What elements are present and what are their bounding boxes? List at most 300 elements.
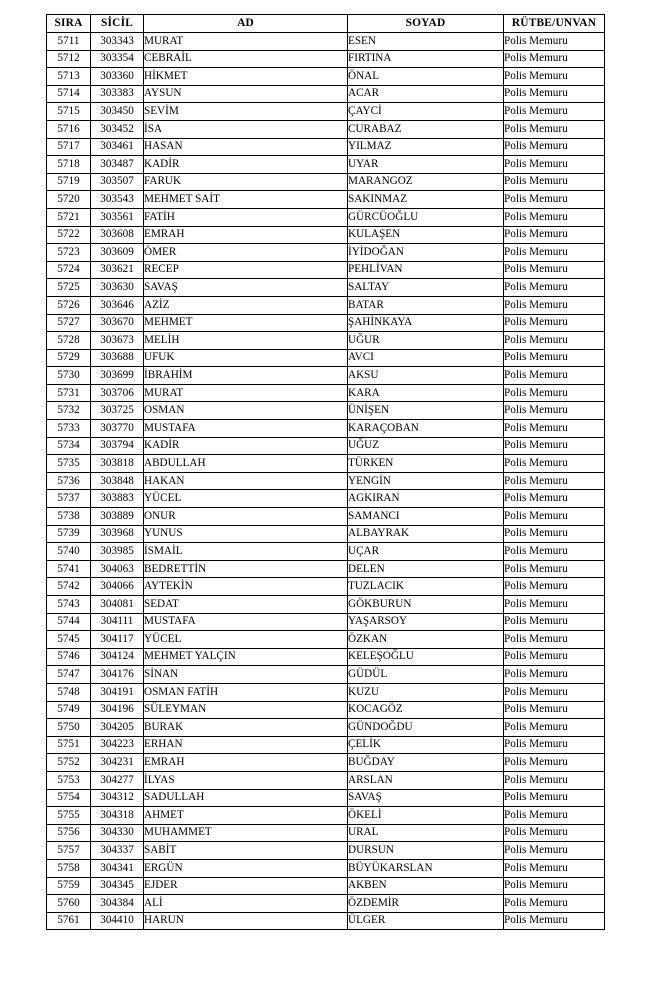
cell-sicil: 304191 (91, 683, 144, 701)
cell-soyad: TUZLACIK (348, 578, 504, 596)
cell-rutbe: Polis Memuru (504, 402, 605, 420)
cell-soyad: ŞAHİNKAYA (348, 314, 504, 332)
cell-ad: YÜCEL (144, 490, 348, 508)
cell-soyad: AKSU (348, 367, 504, 385)
cell-sira: 5719 (47, 173, 91, 191)
cell-rutbe: Polis Memuru (504, 631, 605, 649)
cell-ad: MEHMET YALÇIN (144, 648, 348, 666)
cell-rutbe: Polis Memuru (504, 560, 605, 578)
cell-sicil: 303699 (91, 367, 144, 385)
cell-ad: CEBRAİL (144, 50, 348, 68)
cell-sicil: 304410 (91, 912, 144, 930)
cell-rutbe: Polis Memuru (504, 367, 605, 385)
cell-ad: SAVAŞ (144, 279, 348, 297)
cell-sira: 5747 (47, 666, 91, 684)
column-header-ad: AD (144, 15, 348, 33)
cell-rutbe: Polis Memuru (504, 437, 605, 455)
cell-ad: HARUN (144, 912, 348, 930)
cell-sira: 5749 (47, 701, 91, 719)
table-row (47, 244, 605, 262)
cell-soyad: UĞUZ (348, 437, 504, 455)
cell-ad: OSMAN (144, 402, 348, 420)
cell-rutbe: Polis Memuru (504, 648, 605, 666)
cell-soyad: AGKIRAN (348, 490, 504, 508)
cell-rutbe: Polis Memuru (504, 455, 605, 473)
cell-sicil: 303985 (91, 543, 144, 561)
cell-ad: BEDRETTİN (144, 560, 348, 578)
cell-sicil: 304223 (91, 736, 144, 754)
cell-rutbe: Polis Memuru (504, 50, 605, 68)
cell-sicil: 303507 (91, 173, 144, 191)
cell-rutbe: Polis Memuru (504, 596, 605, 614)
cell-soyad: DELEN (348, 560, 504, 578)
cell-sira: 5720 (47, 191, 91, 209)
cell-sicil: 303383 (91, 85, 144, 103)
cell-sira: 5740 (47, 543, 91, 561)
cell-rutbe: Polis Memuru (504, 490, 605, 508)
cell-sira: 5752 (47, 754, 91, 772)
cell-sicil: 304111 (91, 613, 144, 631)
cell-soyad: TÜRKEN (348, 455, 504, 473)
cell-ad: HİKMET (144, 68, 348, 86)
cell-ad: MURAT (144, 384, 348, 402)
cell-ad: AZİZ (144, 296, 348, 314)
cell-rutbe: Polis Memuru (504, 771, 605, 789)
cell-soyad: BATAR (348, 296, 504, 314)
cell-ad: EMRAH (144, 226, 348, 244)
cell-sira: 5744 (47, 613, 91, 631)
table-row (47, 68, 605, 86)
cell-sira: 5748 (47, 683, 91, 701)
cell-rutbe: Polis Memuru (504, 859, 605, 877)
cell-sicil: 303630 (91, 279, 144, 297)
cell-sira: 5745 (47, 631, 91, 649)
cell-rutbe: Polis Memuru (504, 208, 605, 226)
table-row (47, 261, 605, 279)
table-row (47, 789, 605, 807)
cell-ad: AHMET (144, 807, 348, 825)
cell-sicil: 303561 (91, 208, 144, 226)
cell-sira: 5725 (47, 279, 91, 297)
cell-soyad: GÜDÜL (348, 666, 504, 684)
cell-rutbe: Polis Memuru (504, 244, 605, 262)
cell-sira: 5711 (47, 33, 91, 51)
cell-soyad: GÖKBURUN (348, 596, 504, 614)
cell-soyad: YENGİN (348, 472, 504, 490)
cell-soyad: GÜNDOĞDU (348, 719, 504, 737)
cell-soyad: UĞUR (348, 332, 504, 350)
cell-soyad: ALBAYRAK (348, 525, 504, 543)
column-header-soyad: SOYAD (348, 15, 504, 33)
cell-rutbe: Polis Memuru (504, 384, 605, 402)
cell-sira: 5751 (47, 736, 91, 754)
table-row (47, 508, 605, 526)
cell-ad: AYSUN (144, 85, 348, 103)
cell-ad: İLYAS (144, 771, 348, 789)
table-row (47, 349, 605, 367)
cell-sicil: 303688 (91, 349, 144, 367)
cell-sira: 5756 (47, 824, 91, 842)
cell-soyad: ARSLAN (348, 771, 504, 789)
cell-sicil: 303646 (91, 296, 144, 314)
cell-rutbe: Polis Memuru (504, 314, 605, 332)
cell-soyad: ÇAYCİ (348, 103, 504, 121)
cell-ad: SEVİM (144, 103, 348, 121)
cell-sira: 5728 (47, 332, 91, 350)
cell-sira: 5727 (47, 314, 91, 332)
table-row (47, 807, 605, 825)
table-row (47, 50, 605, 68)
cell-soyad: FIRTINA (348, 50, 504, 68)
cell-ad: YUNUS (144, 525, 348, 543)
cell-soyad: ÜNİŞEN (348, 402, 504, 420)
cell-rutbe: Polis Memuru (504, 613, 605, 631)
cell-ad: YÜCEL (144, 631, 348, 649)
cell-rutbe: Polis Memuru (504, 120, 605, 138)
cell-soyad: ACAR (348, 85, 504, 103)
cell-soyad: SAMANCI (348, 508, 504, 526)
cell-rutbe: Polis Memuru (504, 754, 605, 772)
table-row (47, 208, 605, 226)
cell-sicil: 304384 (91, 895, 144, 913)
table-row (47, 191, 605, 209)
table-body (47, 33, 605, 930)
cell-rutbe: Polis Memuru (504, 701, 605, 719)
cell-ad: MELİH (144, 332, 348, 350)
cell-sicil: 304063 (91, 560, 144, 578)
cell-soyad: CURABAZ (348, 120, 504, 138)
cell-sicil: 304345 (91, 877, 144, 895)
cell-ad: OSMAN FATİH (144, 683, 348, 701)
cell-sira: 5743 (47, 596, 91, 614)
cell-sicil: 303543 (91, 191, 144, 209)
table-row (47, 560, 605, 578)
cell-soyad: GÜRCÜOĞLU (348, 208, 504, 226)
cell-ad: SİNAN (144, 666, 348, 684)
table-row (47, 578, 605, 596)
cell-sicil: 304312 (91, 789, 144, 807)
table-row (47, 103, 605, 121)
cell-sira: 5757 (47, 842, 91, 860)
cell-soyad: MARANGOZ (348, 173, 504, 191)
cell-sicil: 304337 (91, 842, 144, 860)
cell-ad: İSMAİL (144, 543, 348, 561)
cell-sicil: 303725 (91, 402, 144, 420)
cell-sira: 5754 (47, 789, 91, 807)
cell-sira: 5759 (47, 877, 91, 895)
cell-ad: ERHAN (144, 736, 348, 754)
cell-ad: MEHMET (144, 314, 348, 332)
cell-ad: RECEP (144, 261, 348, 279)
cell-sira: 5738 (47, 508, 91, 526)
cell-soyad: YILMAZ (348, 138, 504, 156)
cell-rutbe: Polis Memuru (504, 824, 605, 842)
cell-rutbe: Polis Memuru (504, 895, 605, 913)
cell-sira: 5750 (47, 719, 91, 737)
cell-sicil: 303461 (91, 138, 144, 156)
cell-soyad: UÇAR (348, 543, 504, 561)
table-row (47, 754, 605, 772)
cell-sicil: 304124 (91, 648, 144, 666)
cell-soyad: SALTAY (348, 279, 504, 297)
cell-ad: MURAT (144, 33, 348, 51)
column-header-sira: SIRA (47, 15, 91, 33)
cell-sira: 5760 (47, 895, 91, 913)
table-row (47, 472, 605, 490)
cell-rutbe: Polis Memuru (504, 789, 605, 807)
cell-ad: ALİ (144, 895, 348, 913)
table-row (47, 771, 605, 789)
cell-sira: 5732 (47, 402, 91, 420)
cell-rutbe: Polis Memuru (504, 912, 605, 930)
cell-sicil: 303706 (91, 384, 144, 402)
cell-soyad: ÜLGER (348, 912, 504, 930)
cell-rutbe: Polis Memuru (504, 472, 605, 490)
table-row (47, 736, 605, 754)
cell-ad: MUSTAFA (144, 420, 348, 438)
cell-sicil: 303608 (91, 226, 144, 244)
cell-sicil: 303343 (91, 33, 144, 51)
cell-sicil: 304277 (91, 771, 144, 789)
table-row (47, 895, 605, 913)
table-row (47, 156, 605, 174)
cell-sira: 5714 (47, 85, 91, 103)
table-row (47, 859, 605, 877)
cell-sira: 5737 (47, 490, 91, 508)
cell-soyad: BUĞDAY (348, 754, 504, 772)
cell-rutbe: Polis Memuru (504, 525, 605, 543)
table-row (47, 455, 605, 473)
cell-soyad: AVCI (348, 349, 504, 367)
cell-ad: HASAN (144, 138, 348, 156)
cell-rutbe: Polis Memuru (504, 103, 605, 121)
cell-ad: UFUK (144, 349, 348, 367)
cell-sicil: 303968 (91, 525, 144, 543)
table-row (47, 226, 605, 244)
cell-sira: 5753 (47, 771, 91, 789)
cell-ad: İSA (144, 120, 348, 138)
cell-sira: 5755 (47, 807, 91, 825)
cell-sira: 5723 (47, 244, 91, 262)
cell-ad: ABDULLAH (144, 455, 348, 473)
cell-rutbe: Polis Memuru (504, 683, 605, 701)
cell-rutbe: Polis Memuru (504, 191, 605, 209)
cell-rutbe: Polis Memuru (504, 349, 605, 367)
cell-soyad: DURSUN (348, 842, 504, 860)
cell-soyad: KOCAGÖZ (348, 701, 504, 719)
cell-ad: SADULLAH (144, 789, 348, 807)
cell-rutbe: Polis Memuru (504, 842, 605, 860)
cell-rutbe: Polis Memuru (504, 68, 605, 86)
cell-ad: AYTEKİN (144, 578, 348, 596)
cell-soyad: ÖZKAN (348, 631, 504, 649)
cell-rutbe: Polis Memuru (504, 420, 605, 438)
cell-sira: 5713 (47, 68, 91, 86)
cell-rutbe: Polis Memuru (504, 296, 605, 314)
cell-sicil: 304066 (91, 578, 144, 596)
table-row (47, 85, 605, 103)
cell-ad: SABİT (144, 842, 348, 860)
table-row (47, 314, 605, 332)
cell-soyad: AKBEN (348, 877, 504, 895)
cell-soyad: İYİDOĞAN (348, 244, 504, 262)
cell-rutbe: Polis Memuru (504, 261, 605, 279)
personnel-roster-table (46, 14, 605, 930)
cell-soyad: ÖZDEMİR (348, 895, 504, 913)
cell-ad: EMRAH (144, 754, 348, 772)
cell-ad: KADİR (144, 437, 348, 455)
table-row (47, 437, 605, 455)
cell-sira: 5758 (47, 859, 91, 877)
table-row (47, 596, 605, 614)
cell-soyad: ÖNAL (348, 68, 504, 86)
table-row (47, 824, 605, 842)
cell-soyad: ÖKELİ (348, 807, 504, 825)
cell-sicil: 303889 (91, 508, 144, 526)
cell-sicil: 304318 (91, 807, 144, 825)
cell-sicil: 303621 (91, 261, 144, 279)
cell-soyad: SAKINMAZ (348, 191, 504, 209)
cell-rutbe: Polis Memuru (504, 85, 605, 103)
cell-sicil: 303360 (91, 68, 144, 86)
cell-sira: 5729 (47, 349, 91, 367)
table-row (47, 719, 605, 737)
table-header (47, 15, 605, 33)
table-row (47, 877, 605, 895)
cell-soyad: UYAR (348, 156, 504, 174)
cell-ad: MUHAMMET (144, 824, 348, 842)
table-row (47, 543, 605, 561)
cell-sira: 5721 (47, 208, 91, 226)
cell-sicil: 303670 (91, 314, 144, 332)
cell-rutbe: Polis Memuru (504, 578, 605, 596)
cell-sira: 5722 (47, 226, 91, 244)
cell-soyad: ESEN (348, 33, 504, 51)
cell-sira: 5717 (47, 138, 91, 156)
cell-ad: FARUK (144, 173, 348, 191)
table-row (47, 33, 605, 51)
cell-ad: ERGÜN (144, 859, 348, 877)
table-row (47, 648, 605, 666)
table-row (47, 490, 605, 508)
cell-soyad: BÜYÜKARSLAN (348, 859, 504, 877)
table-row (47, 120, 605, 138)
table-row (47, 384, 605, 402)
cell-sira: 5734 (47, 437, 91, 455)
cell-rutbe: Polis Memuru (504, 173, 605, 191)
cell-ad: HAKAN (144, 472, 348, 490)
cell-rutbe: Polis Memuru (504, 666, 605, 684)
cell-sicil: 303354 (91, 50, 144, 68)
cell-rutbe: Polis Memuru (504, 156, 605, 174)
cell-ad: ÖMER (144, 244, 348, 262)
table-row (47, 666, 605, 684)
cell-ad: MEHMET SAİT (144, 191, 348, 209)
cell-sicil: 304081 (91, 596, 144, 614)
table-row (47, 525, 605, 543)
table-row (47, 296, 605, 314)
cell-sira: 5731 (47, 384, 91, 402)
table-row (47, 842, 605, 860)
table-row (47, 701, 605, 719)
column-header-sicil: SİCİL (91, 15, 144, 33)
cell-soyad: KELEŞOĞLU (348, 648, 504, 666)
cell-sira: 5742 (47, 578, 91, 596)
cell-sira: 5726 (47, 296, 91, 314)
cell-sira: 5716 (47, 120, 91, 138)
cell-sira: 5712 (47, 50, 91, 68)
cell-soyad: URAL (348, 824, 504, 842)
table-row (47, 279, 605, 297)
cell-ad: FATİH (144, 208, 348, 226)
table-row (47, 138, 605, 156)
cell-sira: 5761 (47, 912, 91, 930)
cell-rutbe: Polis Memuru (504, 543, 605, 561)
cell-sicil: 304117 (91, 631, 144, 649)
table-row (47, 402, 605, 420)
table-row (47, 420, 605, 438)
cell-soyad: KARA (348, 384, 504, 402)
cell-soyad: ÇELİK (348, 736, 504, 754)
cell-soyad: PEHLİVAN (348, 261, 504, 279)
column-header-rutbe: RÜTBE/UNVAN (504, 15, 605, 33)
table-row (47, 613, 605, 631)
cell-rutbe: Polis Memuru (504, 226, 605, 244)
cell-sicil: 303673 (91, 332, 144, 350)
cell-ad: BURAK (144, 719, 348, 737)
cell-sicil: 303450 (91, 103, 144, 121)
cell-ad: İBRAHİM (144, 367, 348, 385)
cell-sicil: 304196 (91, 701, 144, 719)
table-row (47, 912, 605, 930)
cell-sicil: 303794 (91, 437, 144, 455)
table-row (47, 631, 605, 649)
cell-sicil: 303609 (91, 244, 144, 262)
cell-sira: 5724 (47, 261, 91, 279)
cell-sicil: 304176 (91, 666, 144, 684)
cell-rutbe: Polis Memuru (504, 719, 605, 737)
cell-sicil: 303848 (91, 472, 144, 490)
cell-soyad: YAŞARSOY (348, 613, 504, 631)
cell-rutbe: Polis Memuru (504, 508, 605, 526)
cell-rutbe: Polis Memuru (504, 279, 605, 297)
cell-sicil: 303883 (91, 490, 144, 508)
cell-ad: ONUR (144, 508, 348, 526)
cell-sira: 5735 (47, 455, 91, 473)
cell-sira: 5736 (47, 472, 91, 490)
cell-sicil: 304231 (91, 754, 144, 772)
cell-rutbe: Polis Memuru (504, 877, 605, 895)
cell-sicil: 304205 (91, 719, 144, 737)
cell-sira: 5741 (47, 560, 91, 578)
cell-rutbe: Polis Memuru (504, 736, 605, 754)
cell-sicil: 303452 (91, 120, 144, 138)
cell-soyad: KARAÇOBAN (348, 420, 504, 438)
cell-ad: KADİR (144, 156, 348, 174)
cell-sira: 5733 (47, 420, 91, 438)
cell-rutbe: Polis Memuru (504, 33, 605, 51)
cell-sira: 5739 (47, 525, 91, 543)
cell-sira: 5718 (47, 156, 91, 174)
header-row (47, 15, 605, 33)
cell-rutbe: Polis Memuru (504, 138, 605, 156)
table-row (47, 683, 605, 701)
cell-sira: 5746 (47, 648, 91, 666)
cell-ad: SÜLEYMAN (144, 701, 348, 719)
cell-sicil: 303487 (91, 156, 144, 174)
cell-rutbe: Polis Memuru (504, 807, 605, 825)
cell-ad: SEDAT (144, 596, 348, 614)
